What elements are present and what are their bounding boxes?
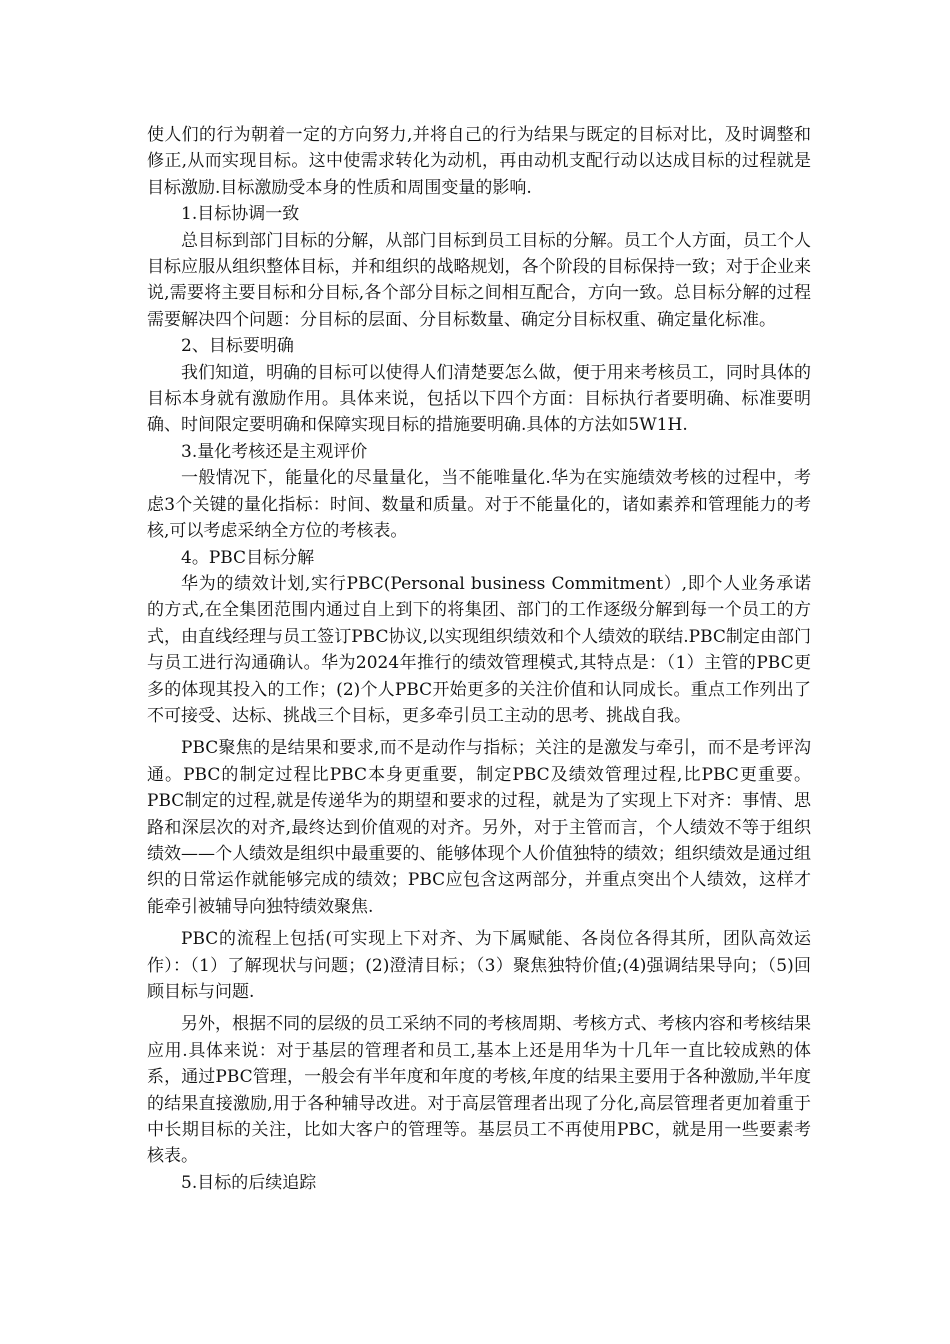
- section-4-paragraph-2: PBC聚焦的是结果和要求,而不是动作与指标；关注的是激发与牵引，而不是考评沟通。PBC的制定过程比PBC本身更重要，制定PBC及绩效管理过程,比PBC更重要。PBC制定的过程,就是传递华为的期望和要求的过程，就是为了实现上下对齐：事情、思路和深层次的对齐,最终达到价值观的对齐。另外，对于主管而言，个人绩效不等于组织绩效——个人绩效是组织中最重要的、能够体现个人价值独特的绩效；组织绩效是通过组织的日常运作就能够完成的绩效；PBC应包含这两部分，并重点突出个人绩效，这样才能牵引被辅导向独特绩效聚焦.: [147, 738, 811, 917]
- section-2-paragraph-1: 我们知道，明确的目标可以使得人们清楚要怎么做，便于用来考核员工，同时具体的目标本身就有激励作用。具体来说，包括以下四个方面：目标执行者要明确、标准要明确、时间限定要明确和保障实现目标的措施要明确.具体的方法如5W1H.: [147, 362, 811, 436]
- section-heading-5: 5.目标的后续追踪: [181, 1172, 317, 1193]
- intro-paragraph: 使人们的行为朝着一定的方向努力,并将自己的行为结果与既定的目标对比，及时调整和修正,从而实现目标。这中使需求转化为动机，再由动机支配行动以达成目标的过程就是目标激励.目标激励受本身的性质和周围变量的影响.: [147, 125, 811, 198]
- document-body: [147, 122, 811, 1196]
- section-heading-4: 4。PBC目标分解: [181, 547, 315, 568]
- section-4-paragraph-3: PBC的流程上包括(可实现上下对齐、为下属赋能、各岗位各得其所，团队高效运作）：（1）了解现状与问题；(2)澄清目标；（3）聚焦独特价值;(4)强调结果导向；（5)回顾目标与问题.: [147, 929, 811, 1002]
- section-heading-2: 2、目标要明确: [181, 336, 294, 357]
- section-1-paragraph-1: 总目标到部门目标的分解，从部门目标到员工目标的分解。员工个人方面，员工个人目标应服从组织整体目标，并和组织的战略规划，各个阶段的目标保持一致；对于企业来说,需要将主要目标和分目标,各个部分目标之间相互配合，方向一致。总目标分解的过程需要解决四个问题：分目标的层面、分目标数量、确定分目标权重、确定量化标准。: [147, 230, 811, 330]
- section-3-paragraph-1: 一般情况下，能量化的尽量量化，当不能唯量化.华为在实施绩效考核的过程中，考虑3个关键的量化指标：时间、数量和质量。对于不能量化的，诸如素养和管理能力的考核,可以考虑采纳全方位的考核表。: [147, 468, 811, 542]
- section-heading-3: 3.量化考核还是主观评价: [181, 441, 368, 462]
- section-heading-1: 1.目标协调一致: [181, 204, 300, 225]
- section-4-paragraph-4: 另外，根据不同的层级的员工采纳不同的考核周期、考核方式、考核内容和考核结果应用.具体来说：对于基层的管理者和员工,基本上还是用华为十几年一直比较成熟的体系，通过PBC管理，一般会有半年度和年度的考核,年度的结果主要用于各种激励,半年度的结果直接激励,用于各种辅导改进。对于高层管理者出现了分化,高层管理者更加着重于中长期目标的关注，比如大客户的管理等。基层员工不再使用PBC，就是用一些要素考核表。: [147, 1014, 811, 1167]
- section-4-paragraph-1: 华为的绩效计划,实行PBC(Personal business Commitment）,即个人业务承诺的方式,在全集团范围内通过自上到下的将集团、部门的工作逐级分解到每一个员工的方式，由直线经理与员工签订PBC协议,以实现组织绩效和个人绩效的联结.PBC制定由部门与员工进行沟通确认。华为2024年推行的绩效管理模式,其特点是：（1）主管的PBC更多的体现其投入的工作；(2)个人PBC开始更多的关注价值和认同成长。重点工作列出了不可接受、达标、挑战三个目标，更多牵引员工主动的思考、挑战自我。: [147, 573, 811, 726]
